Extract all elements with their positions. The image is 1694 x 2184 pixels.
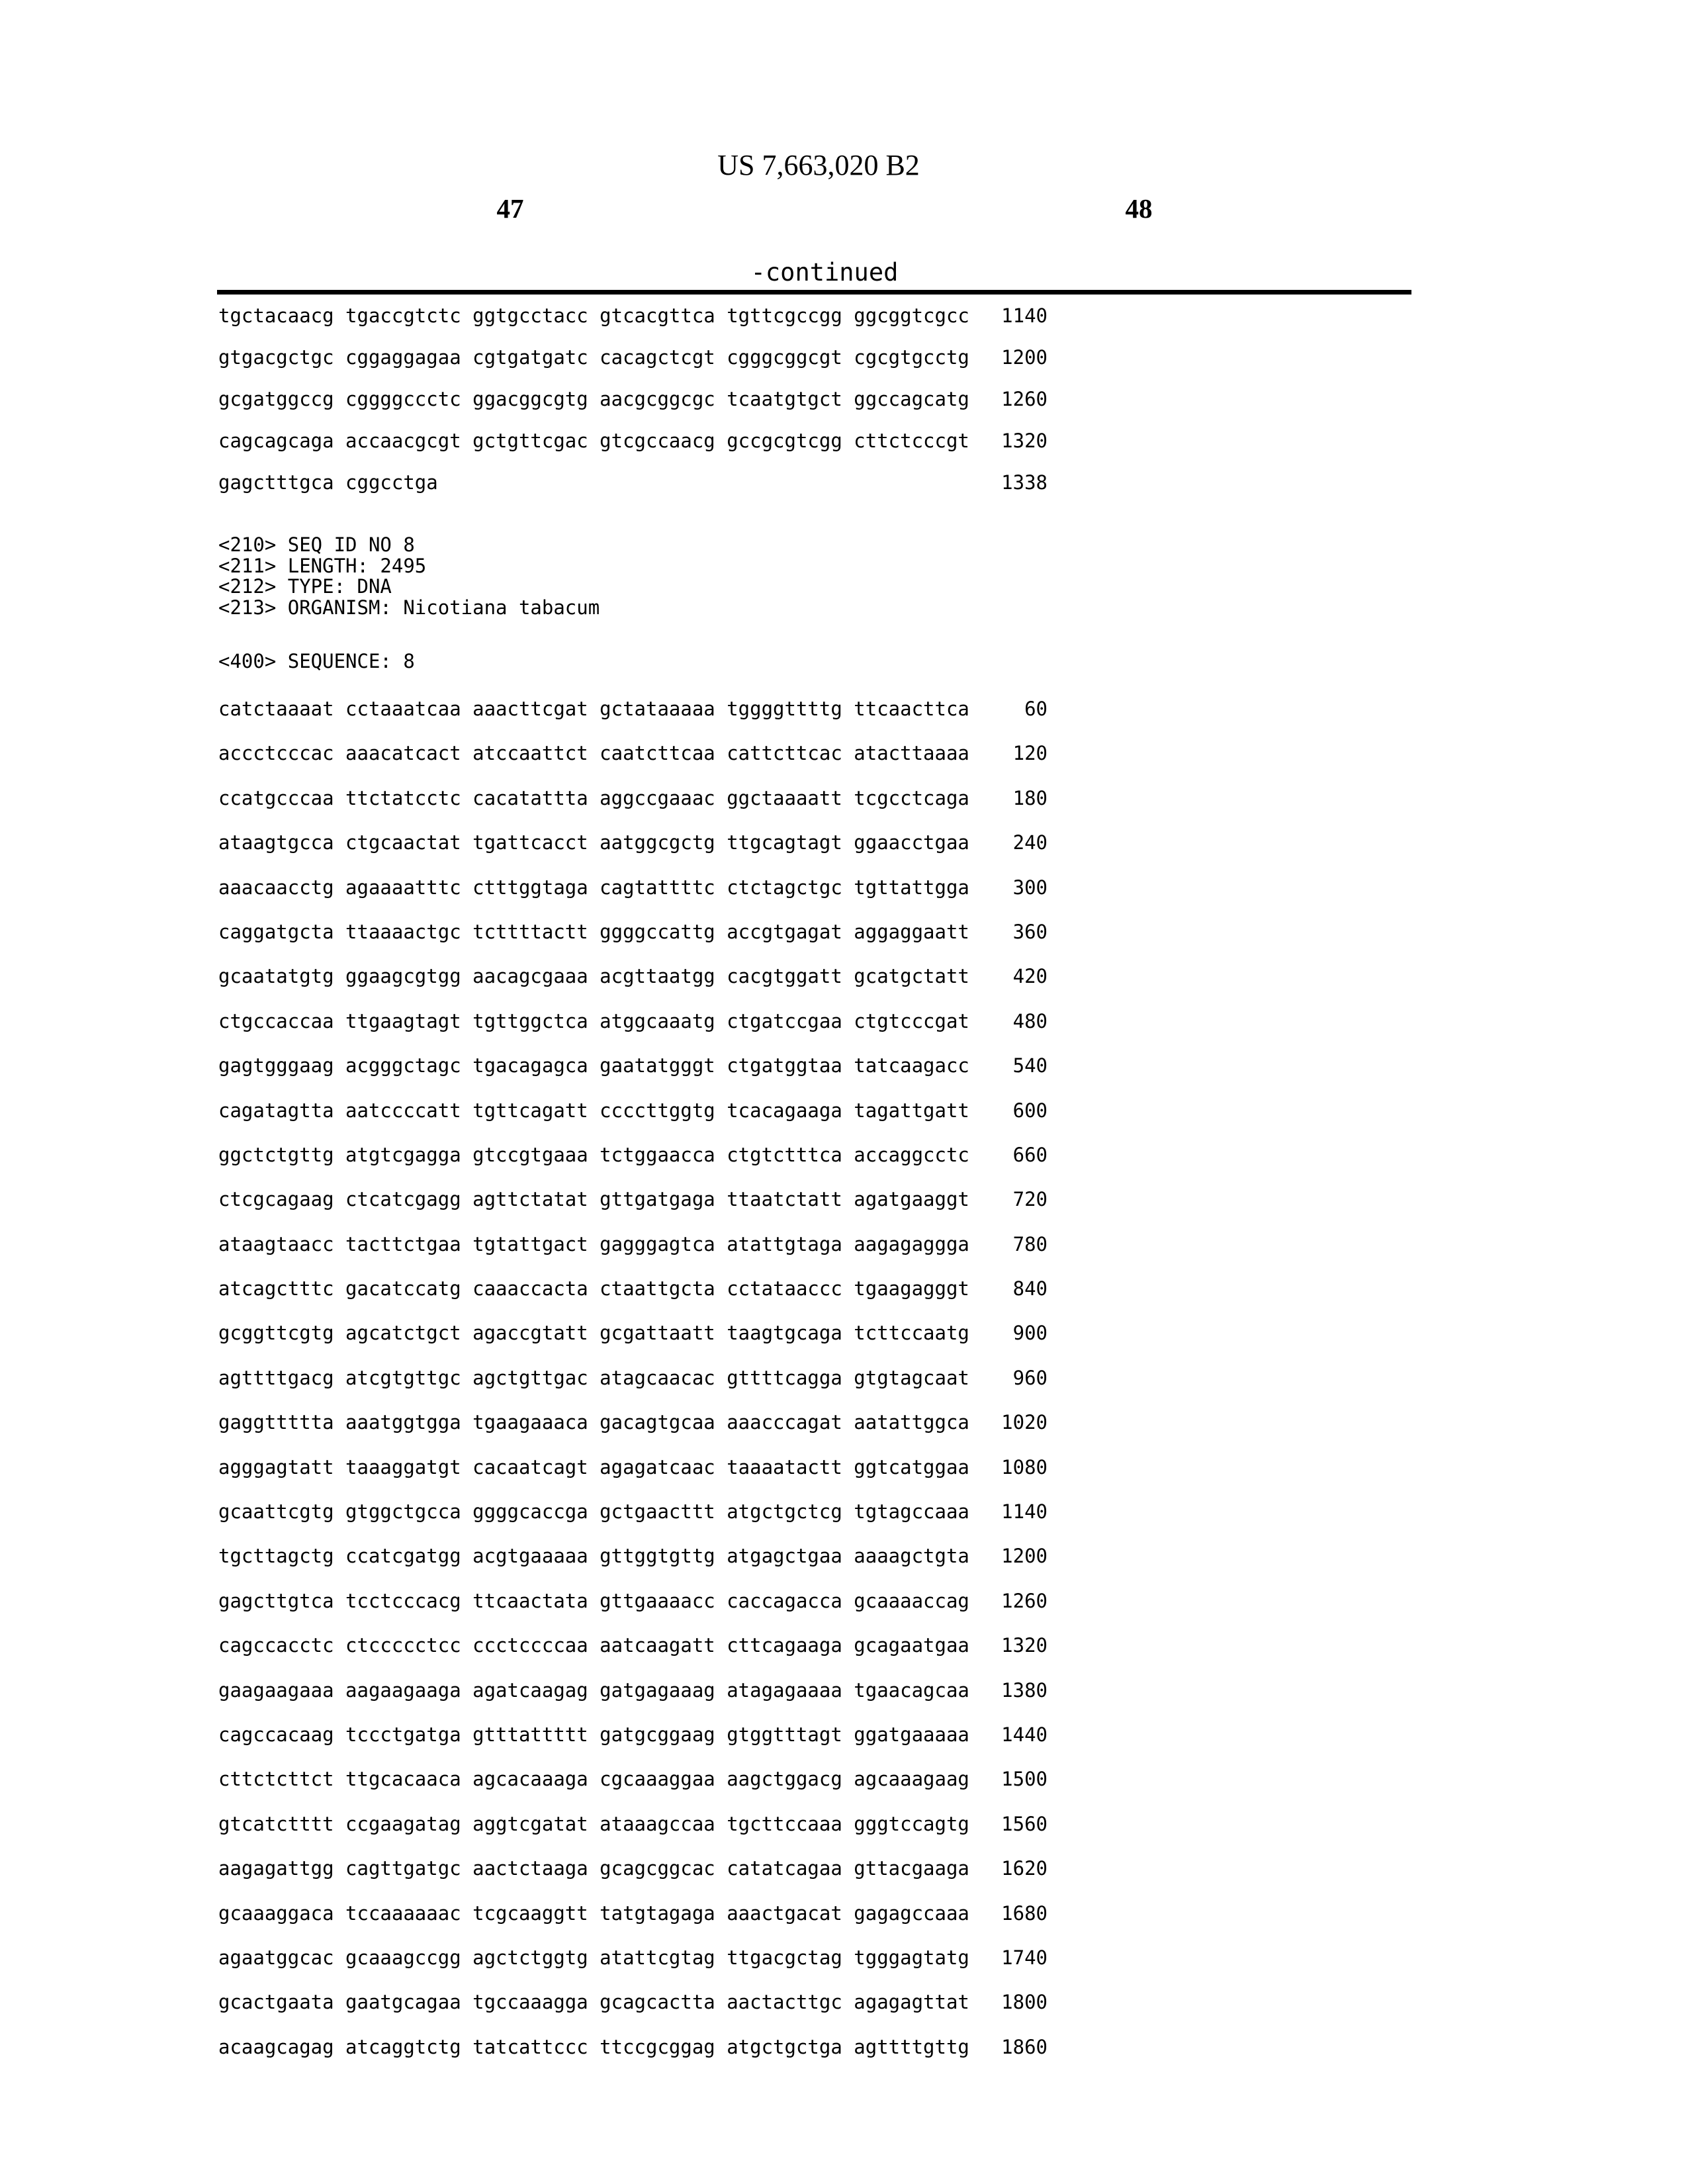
sequence-position: 600	[1012, 1099, 1048, 1122]
sequence-line	[218, 1322, 1048, 1366]
sequence-line	[218, 921, 1048, 965]
sequence-position: 1500	[1001, 1768, 1048, 1791]
sequence-text: acaagcagag atcaggtctg tatcattccc ttccgcggag atgctgctga agttttgttg	[218, 2035, 969, 2058]
sequence-position: 1200	[1001, 346, 1048, 369]
sequence-position: 1680	[1001, 1901, 1048, 1925]
sequence-line	[218, 1054, 1048, 1099]
sequence-text: ataagtgcca ctgcaactat tgattcacct aatggcgctg ttgcagtagt ggaacctgaa	[218, 831, 969, 854]
sequence-position: 540	[1012, 1054, 1048, 1077]
sequence-position: 1320	[1001, 430, 1048, 452]
sequence-position: 1380	[1001, 1678, 1048, 1702]
sequence-text: accctcccac aaacatcact atccaattct caatcttcaa cattcttcac atacttaaaa	[218, 742, 969, 765]
sequence-position: 180	[1012, 786, 1048, 809]
sequence-line	[218, 1233, 1048, 1277]
sequence-line	[218, 876, 1048, 921]
sequence-line	[218, 1144, 1048, 1188]
sequence-text: gtgacgctgc cggaggagaa cgtgatgatc cacagctcgt cgggcggcgt cgcgtgcctg	[218, 346, 969, 369]
sequence-text: agaatggcac gcaaagccgg agctctggtg atattcgtag ttgacgctag tgggagtatg	[218, 1946, 969, 1969]
patent-number: US 7,663,020 B2	[717, 149, 920, 181]
sequence-position: 360	[1012, 920, 1048, 943]
sequence-text: <210> SEQ ID NO 8	[218, 533, 415, 556]
sequence-line	[218, 831, 1048, 876]
sequence-position: 1800	[1001, 1991, 1048, 2014]
sequence-8-block	[218, 698, 1048, 2080]
sequence-line	[218, 742, 1048, 786]
sequence-text: cagcagcaga accaacgcgt gctgttcgac gtcgccaacg gccgcgtcgg cttctcccgt	[218, 430, 969, 452]
sequence-line	[218, 471, 1048, 513]
sequence-line	[218, 1590, 1048, 1634]
sequence-text: aaacaacctg agaaaatttc ctttggtaga cagtattttc ctctagctgc tgttattgga	[218, 876, 969, 899]
sequence-position: 1560	[1001, 1812, 1048, 1835]
sequence-position: 1200	[1001, 1545, 1048, 1568]
sequence-position: 660	[1012, 1143, 1048, 1166]
header-rule	[217, 290, 1411, 295]
sequence-text: gcgatggccg cggggccctc ggacggcgtg aacgcggcgc tcaatgtgct ggccagcatg	[218, 388, 969, 410]
sequence-text: gagcttgtca tcctcccacg ttcaactata gttgaaaacc caccagacca gcaaaaccag	[218, 1589, 969, 1612]
sequence-text: ggctctgttg atgtcgagga gtccgtgaaa tctggaacca ctgtctttca accaggcctc	[218, 1143, 969, 1166]
sequence-position: 780	[1012, 1232, 1048, 1255]
sequence-line	[218, 1902, 1048, 1946]
sequence-text: aagagattgg cagttgatgc aactctaaga gcagcggcac catatcagaa gttacgaaga	[218, 1857, 969, 1880]
sequence-line	[218, 787, 1048, 831]
sequence-position: 840	[1012, 1277, 1048, 1300]
sequence-text: gtcatctttt ccgaagatag aggtcgatat ataaagccaa tgcttccaaa gggtccagtg	[218, 1812, 969, 1835]
sequence-text: agttttgacg atcgtgttgc agctgttgac atagcaacac gttttcagga gtgtagcaat	[218, 1366, 969, 1389]
page-number-left: 47	[496, 193, 524, 224]
sequence-position: 420	[1012, 965, 1048, 988]
sequence-metadata-block	[218, 533, 1048, 617]
sequence-label	[218, 650, 1048, 672]
sequence-position: 1338	[1001, 471, 1048, 494]
sequence-line	[218, 1857, 1048, 1901]
sequence-text: gcggttcgtg agcatctgct agaccgtatt gcgattaatt taagtgcaga tcttccaatg	[218, 1322, 969, 1345]
sequence-line	[218, 533, 1048, 555]
sequence-position: 1620	[1001, 1857, 1048, 1880]
sequence-text: caggatgcta ttaaaactgc tcttttactt ggggccattg accgtgagat aggaggaatt	[218, 920, 969, 943]
sequence-label-text: <400> SEQUENCE: 8	[218, 650, 415, 672]
sequence-position: 1020	[1001, 1411, 1048, 1434]
sequence-text: <213> ORGANISM: Nicotiana tabacum	[218, 596, 600, 619]
sequence-text: tgcttagctg ccatcgatgg acgtgaaaaa gttggtgttg atgagctgaa aaaagctgta	[218, 1545, 969, 1568]
sequence-text: cagatagtta aatccccatt tgttcagatt ccccttggtg tcacagaaga tagattgatt	[218, 1099, 969, 1122]
sequence-position: 1440	[1001, 1723, 1048, 1746]
sequence-text: cagccacctc ctccccctcc ccctccccaa aatcaagatt cttcagaaga gcagaatgaa	[218, 1634, 969, 1657]
sequence-position: 240	[1012, 831, 1048, 854]
sequence-text: <211> LENGTH: 2495	[218, 554, 427, 577]
sequence-line	[218, 1188, 1048, 1232]
sequence-position: 1260	[1001, 388, 1048, 410]
sequence-line	[218, 388, 1048, 430]
sequence-line	[218, 1991, 1048, 2035]
sequence-position: 1140	[1001, 1500, 1048, 1524]
sequence-text: gagtgggaag acgggctagc tgacagagca gaatatgggt ctgatggtaa tatcaagacc	[218, 1054, 969, 1077]
sequence-line	[218, 430, 1048, 471]
sequence-position: 1740	[1001, 1946, 1048, 1969]
sequence-text: tgctacaacg tgaccgtctc ggtgcctacc gtcacgttca tgttcgccgg ggcggtcgcc	[218, 304, 969, 327]
sequence-text: catctaaaat cctaaatcaa aaacttcgat gctataaaaa tggggttttg ttcaacttca	[218, 698, 969, 720]
sequence-position: 900	[1012, 1322, 1048, 1345]
sequence-text: gcaattcgtg gtggctgcca ggggcaccga gctgaacttt atgctgctcg tgtagccaaa	[218, 1500, 969, 1524]
sequence-line	[218, 1679, 1048, 1723]
sequence-line	[218, 1768, 1048, 1812]
sequence-line	[218, 1010, 1048, 1054]
sequence-position: 480	[1012, 1009, 1048, 1032]
continued-sequence-block	[218, 304, 1048, 513]
sequence-position: 300	[1012, 876, 1048, 899]
sequence-line	[218, 1723, 1048, 1768]
sequence-position: 120	[1012, 742, 1048, 765]
sequence-position: 1320	[1001, 1634, 1048, 1657]
sequence-text: gcaaaggaca tccaaaaaac tcgcaaggtt tatgtagaga aaactgacat gagagccaaa	[218, 1901, 969, 1925]
sequence-text: atcagctttc gacatccatg caaaccacta ctaattgcta cctataaccc tgaagagggt	[218, 1277, 969, 1300]
sequence-text: gaagaagaaa aagaagaaga agatcaagag gatgagaaag atagagaaaa tgaacagcaa	[218, 1678, 969, 1702]
sequence-line	[218, 555, 1048, 576]
sequence-line	[218, 575, 1048, 596]
sequence-line	[218, 1813, 1048, 1857]
sequence-position: 720	[1012, 1188, 1048, 1211]
sequence-line	[218, 1367, 1048, 1411]
sequence-text: gcaatatgtg ggaagcgtgg aacagcgaaa acgttaatgg cacgtggatt gcatgctatt	[218, 965, 969, 988]
sequence-line	[218, 596, 1048, 617]
sequence-position: 1080	[1001, 1455, 1048, 1479]
sequence-line	[218, 1634, 1048, 1678]
sequence-text: gcactgaata gaatgcagaa tgccaaagga gcagcactta aactacttgc agagagttat	[218, 1991, 969, 2014]
sequence-line	[218, 1545, 1048, 1589]
sequence-text: ctcgcagaag ctcatcgagg agttctatat gttgatgaga ttaatctatt agatgaaggt	[218, 1188, 969, 1211]
sequence-line	[218, 2036, 1048, 2080]
sequence-text: ataagtaacc tacttctgaa tgtattgact gagggagtca atattgtaga aagagaggga	[218, 1232, 969, 1255]
sequence-line	[218, 698, 1048, 742]
sequence-text: gagctttgca cggcctga	[218, 471, 438, 494]
sequence-position: 960	[1012, 1366, 1048, 1389]
sequence-text: <212> TYPE: DNA	[218, 575, 392, 598]
sequence-text: cttctcttct ttgcacaaca agcacaaaga cgcaaaggaa aagctggacg agcaaagaag	[218, 1768, 969, 1791]
sequence-text: cagccacaag tccctgatga gtttattttt gatgcggaag gtggtttagt ggatgaaaaa	[218, 1723, 969, 1746]
sequence-position: 60	[1024, 698, 1048, 720]
sequence-line	[218, 965, 1048, 1009]
sequence-line	[218, 1500, 1048, 1545]
sequence-line	[218, 1946, 1048, 1991]
sequence-line	[218, 1277, 1048, 1322]
sequence-line	[218, 346, 1048, 388]
continued-label: -continued	[750, 258, 899, 287]
page-number-right: 48	[1125, 193, 1153, 224]
sequence-line	[218, 1456, 1048, 1500]
sequence-position: 1140	[1001, 304, 1048, 327]
sequence-line	[218, 1411, 1048, 1455]
sequence-position: 1260	[1001, 1589, 1048, 1612]
sequence-text: ccatgcccaa ttctatcctc cacatattta aggccgaaac ggctaaaatt tcgcctcaga	[218, 786, 969, 809]
sequence-text: ctgccaccaa ttgaagtagt tgttggctca atggcaaatg ctgatccgaa ctgtcccgat	[218, 1009, 969, 1032]
sequence-text: agggagtatt taaaggatgt cacaatcagt agagatcaac taaaatactt ggtcatggaa	[218, 1455, 969, 1479]
sequence-line	[218, 1099, 1048, 1144]
sequence-line	[218, 304, 1048, 346]
sequence-position: 1860	[1001, 2035, 1048, 2058]
sequence-text: gaggttttta aaatggtgga tgaagaaaca gacagtgcaa aaacccagat aatattggca	[218, 1411, 969, 1434]
